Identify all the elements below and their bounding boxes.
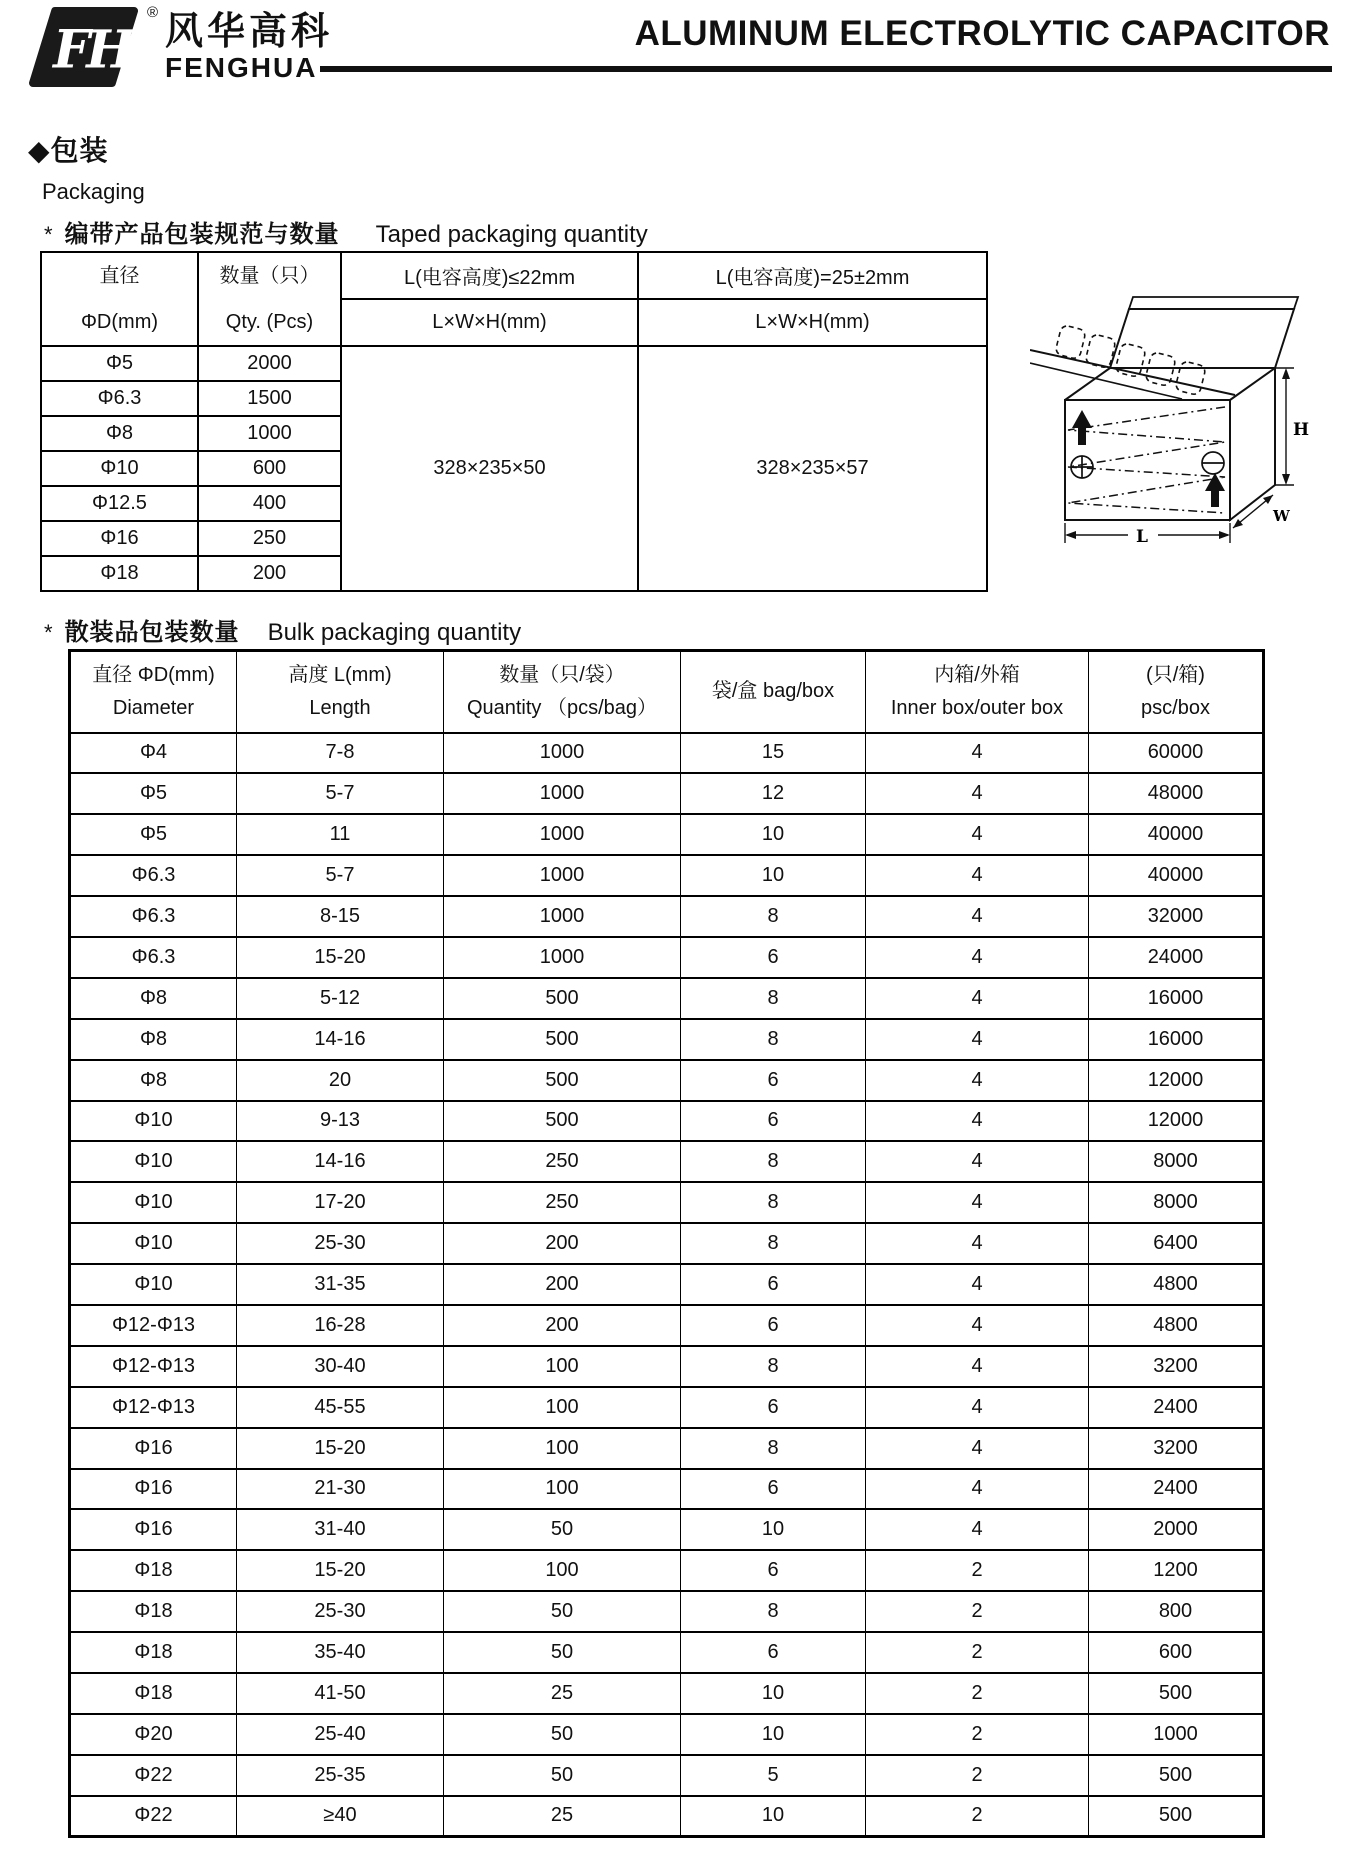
section-title-en: Packaging: [42, 179, 145, 204]
bulk-cell: 16000: [1089, 1019, 1264, 1060]
bulk-col-header-quantity: [444, 651, 681, 733]
bulk-cell: 200: [444, 1264, 681, 1305]
taped-diameter-cell: Φ12.5: [41, 486, 198, 521]
bulk-row: [70, 1019, 1264, 1060]
bulk-cell: 500: [444, 1101, 681, 1142]
bulk-cell: 25: [444, 1796, 681, 1837]
bulk-row: [70, 1346, 1264, 1387]
taped-heading: [44, 214, 648, 249]
taped-qty-cell: 400: [198, 486, 341, 521]
bulk-cell: 15-20: [237, 937, 444, 978]
bulk-cell: 4: [866, 937, 1089, 978]
bulk-cell: 11: [237, 814, 444, 855]
bulk-cell: 8: [681, 1019, 866, 1060]
bulk-cell: 5-7: [237, 773, 444, 814]
page-title: ALUMINUM ELECTROLYTIC CAPACITOR: [634, 14, 1330, 53]
bulk-header-line-cn: (只/箱): [1146, 663, 1205, 686]
logo: [25, 6, 143, 93]
taped-qty-cell: 600: [198, 451, 341, 486]
bulk-cell: 4: [866, 1428, 1089, 1469]
bulk-cell: 16-28: [237, 1305, 444, 1346]
taped-header-line: Qty. (Pcs): [225, 311, 314, 333]
bulk-cell: 3200: [1089, 1346, 1264, 1387]
bulk-cell: 500: [444, 1060, 681, 1101]
taped-header-line: ΦD(mm): [80, 311, 159, 333]
h-dimension: [1275, 368, 1294, 485]
bulk-cell: 41-50: [237, 1673, 444, 1714]
bulk-cell: ≥40: [237, 1796, 444, 1837]
bulk-cell: 10: [681, 814, 866, 855]
bulk-cell: 6: [681, 1632, 866, 1673]
bulk-cell: 15: [681, 733, 866, 774]
bulk-cell: 50: [444, 1714, 681, 1755]
taped-dim-header-1: L×W×H(mm): [341, 299, 638, 346]
taped-qty-cell: 200: [198, 556, 341, 591]
bulk-row: [70, 1469, 1264, 1510]
bulk-cell: 4: [866, 1387, 1089, 1428]
bulk-cell: 500: [1089, 1755, 1264, 1796]
bulk-row: [70, 1060, 1264, 1101]
bulk-header-line-cn: 内箱/外箱: [934, 663, 1020, 686]
bulk-cell: 4: [866, 1223, 1089, 1264]
taped-qty-cell: 250: [198, 521, 341, 556]
bulk-cell: 45-55: [237, 1387, 444, 1428]
bulk-cell: Φ12-Φ13: [70, 1387, 237, 1428]
bulk-row: [70, 1141, 1264, 1182]
bulk-cell: 500: [1089, 1796, 1264, 1837]
taped-col-diameter-header: [41, 252, 198, 346]
bulk-cell: 10: [681, 1714, 866, 1755]
bulk-row: [70, 1305, 1264, 1346]
polarity-plus-icon: [1071, 456, 1093, 478]
bulk-row: [70, 1264, 1264, 1305]
bulk-cell: 35-40: [237, 1632, 444, 1673]
bulk-cell: 14-16: [237, 1019, 444, 1060]
bulk-col-header-pcsbox: [1089, 651, 1264, 733]
title-rule: [320, 66, 1332, 72]
bulk-cell: Φ22: [70, 1796, 237, 1837]
bulk-cell: Φ8: [70, 978, 237, 1019]
bulk-header-line-en: Length: [309, 696, 371, 719]
bulk-cell: 1000: [444, 814, 681, 855]
bulk-cell: 24000: [1089, 937, 1264, 978]
bulk-cell: 6: [681, 1550, 866, 1591]
taped-table-head: [41, 252, 987, 346]
bulk-cell: 100: [444, 1346, 681, 1387]
bulk-cell: 500: [444, 978, 681, 1019]
bulk-cell: 4: [866, 1509, 1089, 1550]
bulk-cell: 500: [444, 1019, 681, 1060]
bulk-cell: Φ16: [70, 1428, 237, 1469]
taped-header-line: 数量（只）: [219, 265, 320, 287]
bulk-cell: 2400: [1089, 1387, 1264, 1428]
bulk-cell: 5: [681, 1755, 866, 1796]
bulk-cell: 6: [681, 1101, 866, 1142]
bulk-cell: Φ12-Φ13: [70, 1305, 237, 1346]
bulk-cell: 10: [681, 1509, 866, 1550]
bulk-cell: Φ6.3: [70, 937, 237, 978]
bulk-cell: 200: [444, 1223, 681, 1264]
bulk-cell: 4: [866, 773, 1089, 814]
bulk-cell: 2: [866, 1714, 1089, 1755]
taped-table-body: [41, 346, 987, 591]
bulk-cell: 4: [866, 1060, 1089, 1101]
section-title-cn: ◆包装: [28, 135, 109, 166]
taped-cond1-header: L(电容高度)≤22mm: [341, 252, 638, 299]
bulk-row: [70, 896, 1264, 937]
bulk-cell: Φ5: [70, 814, 237, 855]
bulk-row: [70, 1182, 1264, 1223]
taped-dim-header-2: L×W×H(mm): [638, 299, 987, 346]
bulk-cell: 100: [444, 1428, 681, 1469]
bulk-cell: 2: [866, 1673, 1089, 1714]
bulk-cell: Φ18: [70, 1673, 237, 1714]
bulk-header-line-cn: 高度 L(mm): [288, 663, 392, 686]
bulk-cell: 2000: [1089, 1509, 1264, 1550]
bulk-row: [70, 855, 1264, 896]
polarity-minus-icon: [1202, 452, 1224, 474]
bulk-cell: 8: [681, 978, 866, 1019]
bulk-cell: 6: [681, 1060, 866, 1101]
bulk-cell: 6: [681, 1469, 866, 1510]
bulk-cell: 4800: [1089, 1305, 1264, 1346]
bulk-row: [70, 1509, 1264, 1550]
bulk-row: [70, 1755, 1264, 1796]
bulk-cell: 30-40: [237, 1346, 444, 1387]
brand-block: [165, 12, 333, 82]
bulk-cell: Φ10: [70, 1141, 237, 1182]
bulk-row: [70, 1714, 1264, 1755]
bulk-cell: 4: [866, 1141, 1089, 1182]
bulk-row: [70, 937, 1264, 978]
bulk-cell: 1000: [444, 937, 681, 978]
bulk-cell: 8: [681, 896, 866, 937]
taped-qty-cell: 1000: [198, 416, 341, 451]
bulk-row: [70, 773, 1264, 814]
bulk-cell: Φ16: [70, 1469, 237, 1510]
bulk-cell: 1000: [444, 855, 681, 896]
bulk-header-line-en: psc/box: [1141, 696, 1210, 719]
bulk-cell: 6400: [1089, 1223, 1264, 1264]
bulk-row: [70, 733, 1264, 774]
bulk-row: [70, 1550, 1264, 1591]
taped-heading-en: Taped packaging quantity: [375, 221, 648, 248]
bulk-cell: 15-20: [237, 1550, 444, 1591]
bulk-cell: 8: [681, 1223, 866, 1264]
bulk-cell: 21-30: [237, 1469, 444, 1510]
taped-diameter-cell: Φ8: [41, 416, 198, 451]
bulk-cell: 200: [444, 1305, 681, 1346]
bulk-row: [70, 1223, 1264, 1264]
bulk-cell: 2400: [1089, 1469, 1264, 1510]
up-arrow-icon: [1072, 410, 1092, 445]
bulk-cell: 2: [866, 1755, 1089, 1796]
bulk-cell: 25-30: [237, 1223, 444, 1264]
bulk-cell: 2: [866, 1591, 1089, 1632]
bulk-cell: 32000: [1089, 896, 1264, 937]
bulk-cell: 4: [866, 1101, 1089, 1142]
bulk-cell: 4: [866, 978, 1089, 1019]
svg-text:FH: FH: [53, 19, 132, 81]
bulk-cell: 1000: [1089, 1714, 1264, 1755]
bulk-col-header-diameter: [70, 651, 237, 733]
bulk-cell: 50: [444, 1509, 681, 1550]
bulk-cell: Φ8: [70, 1060, 237, 1101]
bulk-cell: 10: [681, 1673, 866, 1714]
bulk-cell: 17-20: [237, 1182, 444, 1223]
bulk-cell: 10: [681, 855, 866, 896]
bulk-row: [70, 1101, 1264, 1142]
taped-diameter-cell: Φ6.3: [41, 381, 198, 416]
bulk-cell: 500: [1089, 1673, 1264, 1714]
bulk-cell: Φ10: [70, 1264, 237, 1305]
bulk-cell: 25-30: [237, 1591, 444, 1632]
bulk-cell: Φ16: [70, 1509, 237, 1550]
bulk-heading-cn: 散装品包装数量: [64, 619, 240, 646]
bulk-cell: 250: [444, 1182, 681, 1223]
bulk-cell: 4: [866, 855, 1089, 896]
bulk-cell: 12000: [1089, 1101, 1264, 1142]
bulk-cell: 5-7: [237, 855, 444, 896]
fenghua-logo-icon: [25, 6, 143, 88]
registered-mark: ®: [147, 4, 159, 21]
bulk-cell: Φ18: [70, 1550, 237, 1591]
bulk-cell: 50: [444, 1755, 681, 1796]
bulk-cell: 8: [681, 1428, 866, 1469]
bulk-cell: 4800: [1089, 1264, 1264, 1305]
bulk-cell: Φ4: [70, 733, 237, 774]
bulk-table-head: [70, 651, 1264, 733]
taped-dim-value-2: 328×235×57: [638, 346, 987, 591]
brand-name-en: FENGHUA: [165, 51, 318, 83]
bulk-cell: 6: [681, 1305, 866, 1346]
bulk-cell: 15-20: [237, 1428, 444, 1469]
bulk-cell: 2: [866, 1632, 1089, 1673]
bulk-cell: Φ8: [70, 1019, 237, 1060]
bulk-cell: 100: [444, 1387, 681, 1428]
bulk-header-line-en: Quantity （pcs/bag）: [466, 696, 658, 719]
taped-col-qty-header: [198, 252, 341, 346]
bulk-cell: Φ10: [70, 1182, 237, 1223]
bulk-header-line-cn: 袋/盒 bag/box: [711, 680, 835, 703]
bulk-cell: Φ18: [70, 1632, 237, 1673]
bulk-table: [68, 649, 1265, 1838]
taped-cond2-header: L(电容高度)=25±2mm: [638, 252, 987, 299]
bulk-cell: 4: [866, 896, 1089, 937]
bulk-cell: 4: [866, 1182, 1089, 1223]
bulk-cell: 4: [866, 1264, 1089, 1305]
bulk-cell: 25: [444, 1673, 681, 1714]
bulk-cell: Φ6.3: [70, 896, 237, 937]
taped-dim-value-1: 328×235×50: [341, 346, 638, 591]
bulk-row: [70, 1632, 1264, 1673]
bulk-table-body: [70, 733, 1264, 1837]
bulk-cell: 6: [681, 1387, 866, 1428]
bulk-cell: 1200: [1089, 1550, 1264, 1591]
bulk-cell: Φ22: [70, 1755, 237, 1796]
bulk-cell: 25-40: [237, 1714, 444, 1755]
taped-qty-cell: 2000: [198, 346, 341, 381]
bulk-header-line-en: Inner box/outer box: [890, 696, 1064, 719]
taped-diameter-cell: Φ16: [41, 521, 198, 556]
bulk-cell: 6: [681, 937, 866, 978]
bulk-row: [70, 1387, 1264, 1428]
bulk-header-line-en: Diameter: [112, 696, 195, 719]
bulk-cell: 4: [866, 1469, 1089, 1510]
bulk-cell: 31-40: [237, 1509, 444, 1550]
bulk-cell: 20: [237, 1060, 444, 1101]
bulk-cell: Φ5: [70, 773, 237, 814]
w-label: W: [1273, 507, 1290, 525]
bulk-row: [70, 978, 1264, 1019]
bulk-row: [70, 814, 1264, 855]
taped-diameter-cell: Φ18: [41, 556, 198, 591]
bulk-cell: 8: [681, 1591, 866, 1632]
bulk-cell: 50: [444, 1591, 681, 1632]
brand-name-cn: 风华高科: [165, 11, 334, 53]
bulk-row: [70, 1673, 1264, 1714]
bulk-cell: Φ6.3: [70, 855, 237, 896]
bulk-cell: 250: [444, 1141, 681, 1182]
bulk-cell: 5-12: [237, 978, 444, 1019]
bulk-cell: 2: [866, 1796, 1089, 1837]
bulk-cell: 10: [681, 1796, 866, 1837]
bulk-cell: 31-35: [237, 1264, 444, 1305]
bulk-cell: 100: [444, 1550, 681, 1591]
bulk-cell: 4: [866, 1346, 1089, 1387]
taped-qty-cell: 1500: [198, 381, 341, 416]
bulk-row: [70, 1591, 1264, 1632]
bulk-cell: 48000: [1089, 773, 1264, 814]
bulk-cell: 8000: [1089, 1141, 1264, 1182]
bulk-row: [70, 1428, 1264, 1469]
bulk-header-line-cn: 直径 ΦD(mm): [92, 663, 215, 686]
bulk-cell: 16000: [1089, 978, 1264, 1019]
bulk-cell: 4: [866, 733, 1089, 774]
taped-diameter-cell: Φ10: [41, 451, 198, 486]
taped-heading-cn: 编带产品包装规范与数量: [64, 221, 340, 248]
taped-header-line: 直径: [99, 265, 140, 287]
bulk-cell: 8-15: [237, 896, 444, 937]
bulk-heading-en: Bulk packaging quantity: [267, 619, 522, 646]
bulk-cell: 2: [866, 1550, 1089, 1591]
bulk-cell: 3200: [1089, 1428, 1264, 1469]
bulk-col-header-innerbox: [866, 651, 1089, 733]
bulk-cell: 4: [866, 814, 1089, 855]
bulk-cell: 800: [1089, 1591, 1264, 1632]
bulk-col-header-bagbox: [681, 651, 866, 733]
bulk-cell: 100: [444, 1469, 681, 1510]
bulk-cell: 600: [1089, 1632, 1264, 1673]
bulk-header-line-cn: 数量（只/袋）: [499, 663, 625, 686]
taped-heading-star: *: [44, 222, 53, 247]
bulk-heading-star: *: [44, 620, 53, 645]
h-label: H: [1293, 420, 1310, 440]
bulk-cell: 6: [681, 1264, 866, 1305]
bulk-cell: Φ12-Φ13: [70, 1346, 237, 1387]
bulk-cell: 7-8: [237, 733, 444, 774]
bulk-cell: 12: [681, 773, 866, 814]
bulk-cell: 8: [681, 1141, 866, 1182]
bulk-cell: 25-35: [237, 1755, 444, 1796]
bulk-row: [70, 1796, 1264, 1837]
bulk-cell: Φ10: [70, 1101, 237, 1142]
bulk-cell: 4: [866, 1305, 1089, 1346]
bulk-cell: 40000: [1089, 855, 1264, 896]
bulk-cell: 1000: [444, 773, 681, 814]
bulk-cell: Φ20: [70, 1714, 237, 1755]
bulk-col-header-length: [237, 651, 444, 733]
bulk-cell: 1000: [444, 733, 681, 774]
bulk-cell: 12000: [1089, 1060, 1264, 1101]
l-label: L: [1136, 527, 1148, 547]
bulk-cell: 50: [444, 1632, 681, 1673]
bulk-cell: 4: [866, 1019, 1089, 1060]
bulk-cell: 14-16: [237, 1141, 444, 1182]
bulk-heading: [44, 612, 521, 647]
bulk-cell: Φ18: [70, 1591, 237, 1632]
bulk-cell: Φ10: [70, 1223, 237, 1264]
taped-row: [41, 346, 987, 381]
taped-diameter-cell: Φ5: [41, 346, 198, 381]
taped-table: [40, 251, 988, 592]
bulk-cell: 60000: [1089, 733, 1264, 774]
packaging-box-diagram: [1030, 295, 1330, 550]
bulk-cell: 1000: [444, 896, 681, 937]
bulk-cell: 40000: [1089, 814, 1264, 855]
bulk-cell: 8: [681, 1182, 866, 1223]
bulk-cell: 8000: [1089, 1182, 1264, 1223]
bulk-cell: 9-13: [237, 1101, 444, 1142]
bulk-cell: 8: [681, 1346, 866, 1387]
